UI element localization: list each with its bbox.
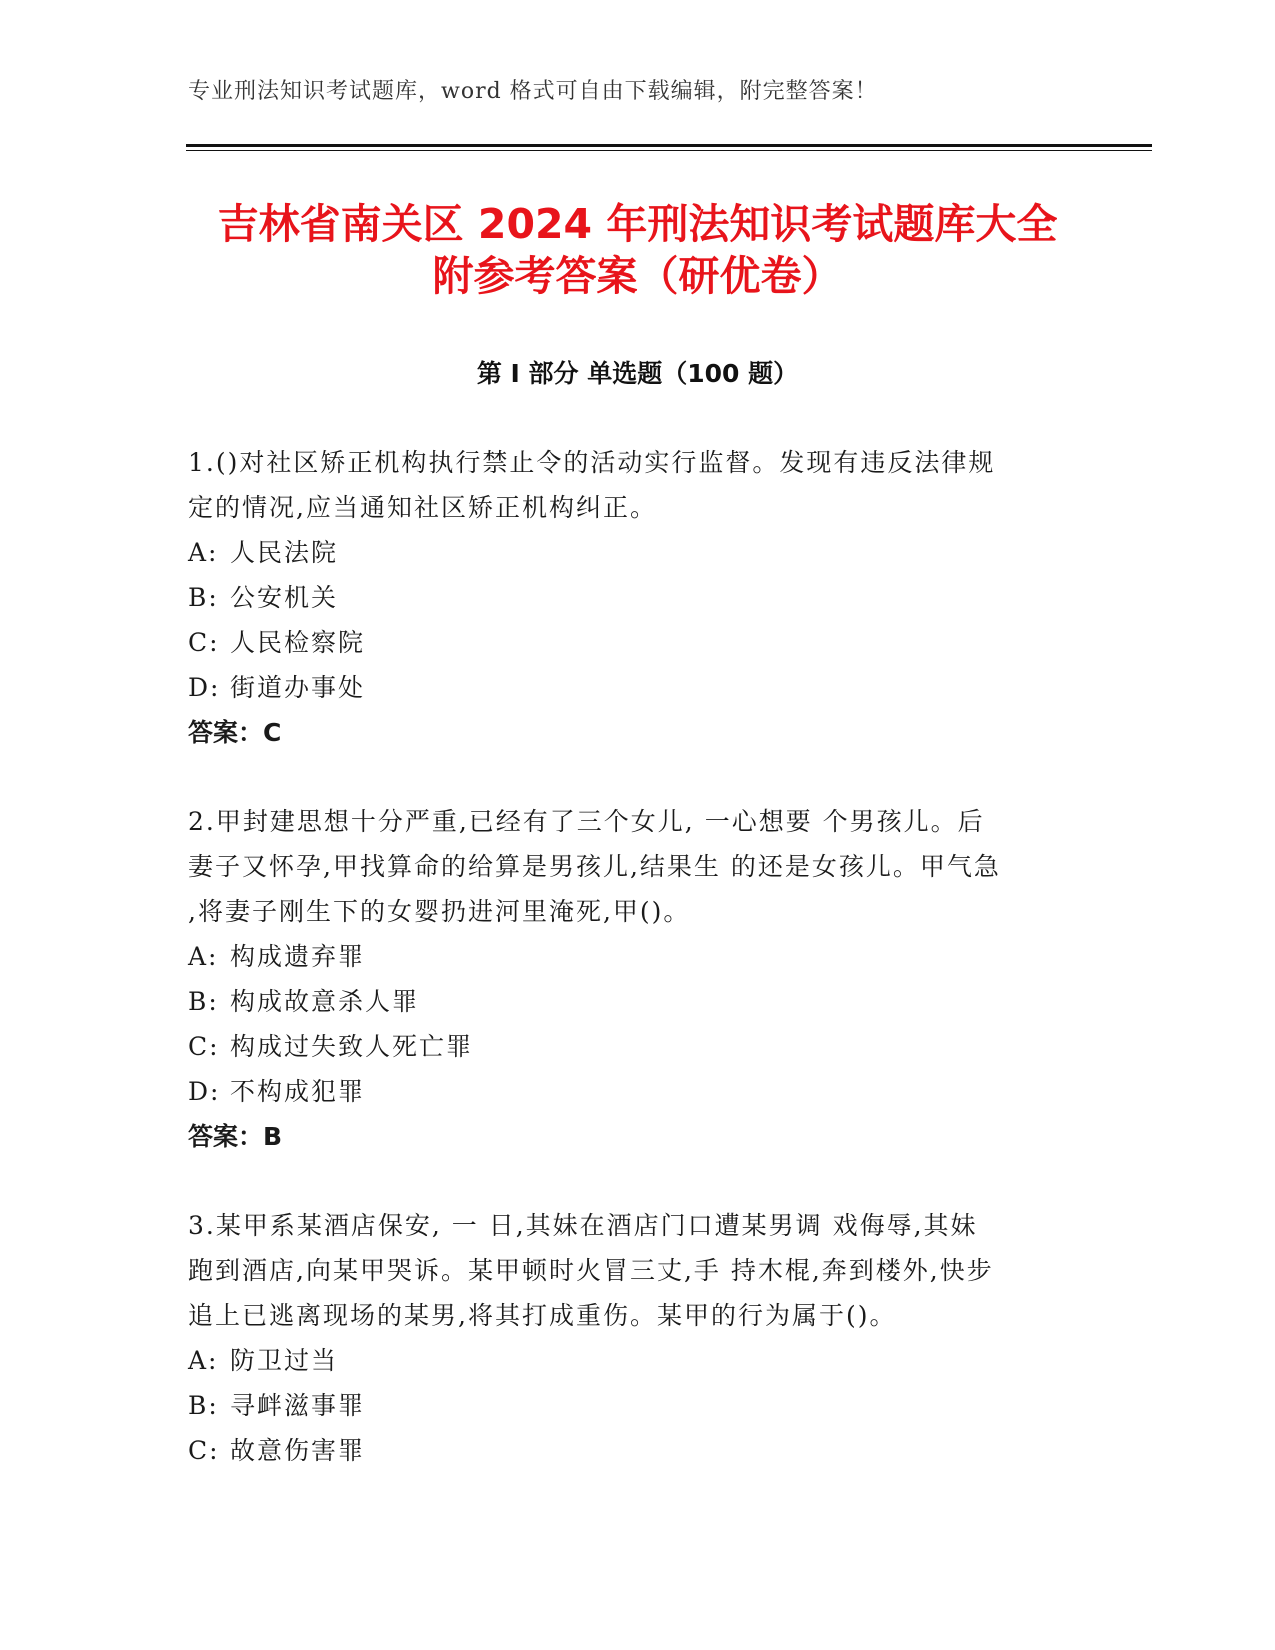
option-text: 公安机关 [230, 583, 339, 612]
option-letter: D: [188, 1077, 221, 1106]
option-b [188, 979, 1088, 1024]
option-letter: C: [188, 628, 220, 657]
question-1 [188, 440, 1088, 755]
answer-line: 答案：B [188, 1122, 283, 1151]
answer-line: 答案：C [188, 718, 282, 747]
option-letter: B: [188, 583, 219, 612]
title-line-1: 吉林省南关区 2024 年刑法知识考试题库大全 [217, 200, 1058, 248]
option-c [188, 1024, 1088, 1069]
question-3 [188, 1203, 1088, 1473]
option-text: 不构成犯罪 [230, 1077, 366, 1106]
header-note: 专业刑法知识考试题库，word 格式可自由下载编辑，附完整答案！ [188, 79, 878, 104]
question-stem-line: 定的情况,应当通知社区矫正机构纠正。 [188, 493, 657, 522]
question-stem-line: 2.甲封建思想十分严重,已经有了三个女儿, 一心想要 个男孩儿。后 [188, 807, 985, 836]
section-heading: 第 I 部分 单选题（100 题） [476, 359, 799, 388]
option-a [188, 1338, 1088, 1383]
option-text: 故意伤害罪 [230, 1436, 366, 1465]
question-stem-line: 追上已逃离现场的某男,将其打成重伤。某甲的行为属于()。 [188, 1301, 897, 1330]
title-line-2: 附参考答案（研优卷） [432, 252, 843, 300]
option-letter: D: [188, 673, 221, 702]
option-b [188, 1383, 1088, 1428]
option-d [188, 1069, 1088, 1114]
question-list [188, 440, 1088, 1517]
header-rule-thick [186, 144, 1152, 147]
document-title [150, 198, 1125, 302]
question-2 [188, 799, 1088, 1159]
option-text: 构成故意杀人罪 [230, 987, 420, 1016]
option-letter: C: [188, 1436, 220, 1465]
option-text: 构成遗弃罪 [230, 942, 366, 971]
option-letter: B: [188, 987, 219, 1016]
question-stem-line: 跑到酒店,向某甲哭诉。某甲顿时火冒三丈,手 持木棍,奔到楼外,快步 [188, 1256, 994, 1285]
option-a [188, 934, 1088, 979]
option-letter: A: [188, 1346, 219, 1375]
question-stem-line: 3.某甲系某酒店保安, 一 日,其妹在酒店门口遭某男调 戏侮辱,其妹 [188, 1211, 978, 1240]
option-a [188, 530, 1088, 575]
option-letter: A: [188, 942, 219, 971]
option-text: 街道办事处 [230, 673, 366, 702]
option-c [188, 620, 1088, 665]
option-letter: A: [188, 538, 219, 567]
option-b [188, 575, 1088, 620]
option-letter: B: [188, 1391, 219, 1420]
question-stem-line: 妻子又怀孕,甲找算命的给算是男孩儿,结果生 的还是女孩儿。甲气急 [188, 852, 1001, 881]
option-text: 人民法院 [230, 538, 339, 567]
question-stem-line: 1.()对社区矫正机构执行禁止令的活动实行监督。发现有违反法律规 [188, 448, 996, 477]
header-rule-thin [186, 150, 1152, 151]
question-stem-line: ,将妻子刚生下的女婴扔进河里淹死,甲()。 [188, 897, 691, 926]
option-text: 构成过失致人死亡罪 [230, 1032, 474, 1061]
option-text: 防卫过当 [230, 1346, 339, 1375]
option-c [188, 1428, 1088, 1473]
option-text: 寻衅滋事罪 [230, 1391, 366, 1420]
option-d [188, 665, 1088, 710]
option-text: 人民检察院 [230, 628, 366, 657]
option-letter: C: [188, 1032, 220, 1061]
